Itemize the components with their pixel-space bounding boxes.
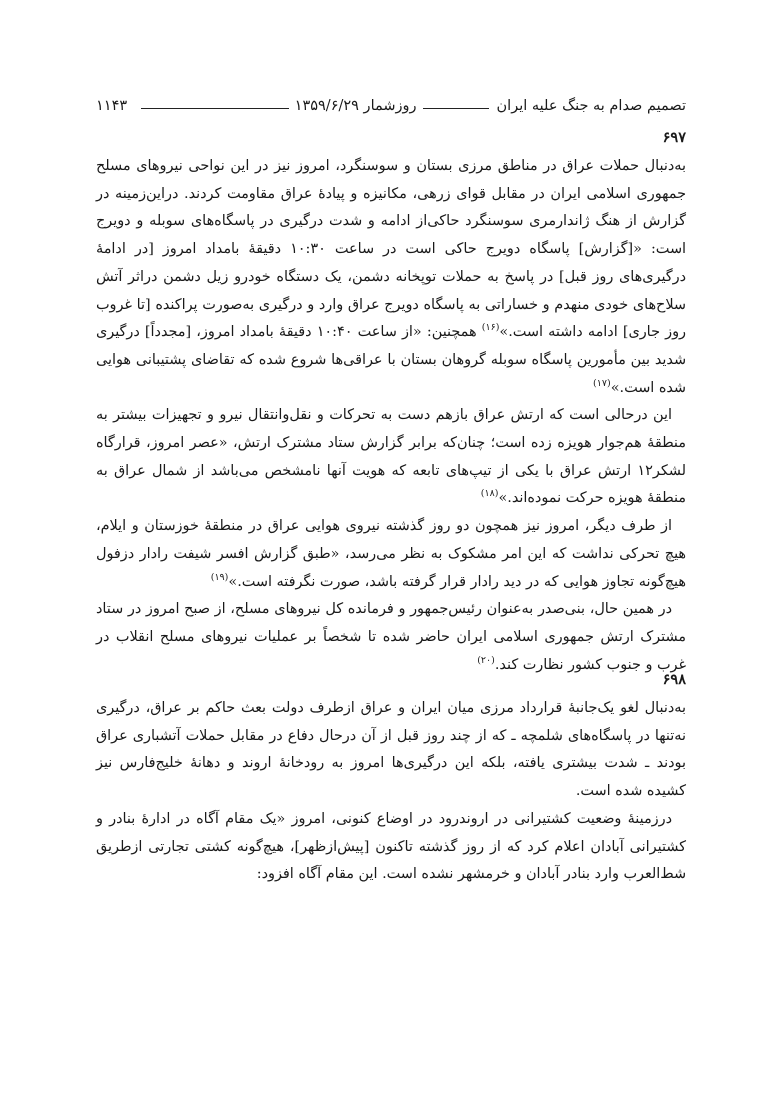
entry-number: ۶۹۸ <box>662 671 686 688</box>
footnote-ref: (۱۹) <box>210 571 229 583</box>
footnote-ref: (۱۶) <box>481 322 500 334</box>
paragraph-text: به‌دنبال حملات عراق در مناطق مرزی بستان و سوسنگرد، امروز نیز در این نواحی نیروهای مسلح جمهوری اسلامی ایران در مقابل قوای زرهی، مکانیزه و پیادهٔ عراق مقاومت کردند. دراین‌زمینه در گزارش از هنگ ژاندارمری سوسنگرد حاکی‌از ادامه و شدت درگیری در پاسگاه‌های سوبله و دویرج است: «[گزارش] پاسگاه دویرج حاکی است در ساعت ۱۰:۳۰ دقیقهٔ بامداد امروز [در ادامهٔ درگیری‌های روز قبل] در پاسخ به حملات توپخانه دشمن، یک دستگاه خودرو زیل دشمن دراثر آتش سلاح‌های خودی منهدم و خساراتی به پاسگاه دویرج عراق وارد و درگیری به‌صورت پراکنده [تا غروب روز جاری] ادامه داشته است.» <box>96 158 686 341</box>
paragraph <box>96 806 686 889</box>
footnote-ref: (۲۰) <box>477 654 495 666</box>
paragraph <box>96 402 686 513</box>
paragraph <box>96 153 686 402</box>
paragraph <box>96 513 686 596</box>
footnote-ref: (۱۷) <box>593 377 611 389</box>
entry-698 <box>96 670 686 889</box>
entry-number: ۶۹۷ <box>662 129 686 146</box>
paragraph <box>96 596 686 679</box>
paragraph-text: این درحالی است که ارتش عراق بازهم دست به تحرکات و نقل‌وانتقال نیرو و تجهیزات بیشتر به منطقهٔ هم‌جوار هویزه زده است؛ چنان‌که برابر گزارش ستاد مشترک ارتش، «عصر امروز، قرارگاه لشکر۱۲ ارتش عراق با یکی از تیپ‌های تابعه که هویت آنها نامشخص می‌باشد از شمال عراق به منطقهٔ هویزه حرکت نموده‌اند.» <box>96 407 686 507</box>
running-header <box>96 92 686 114</box>
paragraph-text: در همین حال، بنی‌صدر به‌عنوان رئیس‌جمهور و فرمانده کل نیروهای مسلح، از صبح امروز در ستاد مشترک ارتش جمهوری اسلامی ایران حاضر شده تا شخصاً بر عملیات نیروهای مسلح انقلاب در غرب و جنوب کشور نظارت کند. <box>96 601 686 673</box>
header-rule-long <box>141 108 289 109</box>
paragraph-text: همچنین: «از ساعت ۱۰:۴۰ دقیقهٔ بامداد امروز، [مجدداً] درگیری شدید بین مأمورین پاسگاه سوبله گروهان بستان با عراقی‌ها شروع شده که تقاضای پشتیبانی هوایی شده است.» <box>96 324 686 396</box>
paragraph <box>96 695 686 806</box>
paragraph-text: از طرف دیگر، امروز نیز همچون دو روز گذشته نیروی هوایی عراق در منطقهٔ خوزستان و ایلام، هیچ تحرکی نداشت که این امر مشکوک به نظر می‌رسد، «طبق گزارش افسر شیفت رادار دزفول هیچ‌گونه تجاوز هوایی که در دید رادار قرار گرفته باشد، صورت نگرفته است.» <box>96 518 686 590</box>
footnote-ref: (۱۸) <box>480 488 499 500</box>
page-number: ۱۱۴۳ <box>96 98 128 114</box>
book-title: تصمیم صدام به جنگ علیه ایران <box>496 98 686 114</box>
entry-697 <box>96 128 686 679</box>
document-page <box>96 0 686 1110</box>
journal-date: روزشمار ۱۳۵۹/۶/۲۹ <box>294 98 417 114</box>
paragraph-text: درزمینهٔ وضعیت کشتیرانی در اروندرود در اوضاع کنونی، امروز «یک مقام آگاه در ادارهٔ بنادر و کشتیرانی آبادان اعلام کرد که از روز گذشته تاکنون [پیش‌ازظهر]، هیچ‌گونه کشتی تجارتی ازطریق شط‌العرب وارد بنادر آبادان و خرمشهر نشده است. این مقام آگاه افزود: <box>96 810 686 883</box>
header-rule-short <box>423 108 489 109</box>
paragraph-text: به‌دنبال لغو یک‌جانبهٔ قرارداد مرزی میان ایران و عراق ازطرف دولت بعث حاکم بر عراق، درگیری نه‌تنها در پاسگاه‌های شلمچه ـ که از چند روز قبل از آن درحال دفاع در مقابل حملات آتشباری عراق بودند ـ شدت بیشتری یافته، بلکه این درگیری‌ها امروز به رودخانهٔ اروند و دهانهٔ خلیج‌فارس نیز کشیده شده است. <box>96 700 686 800</box>
